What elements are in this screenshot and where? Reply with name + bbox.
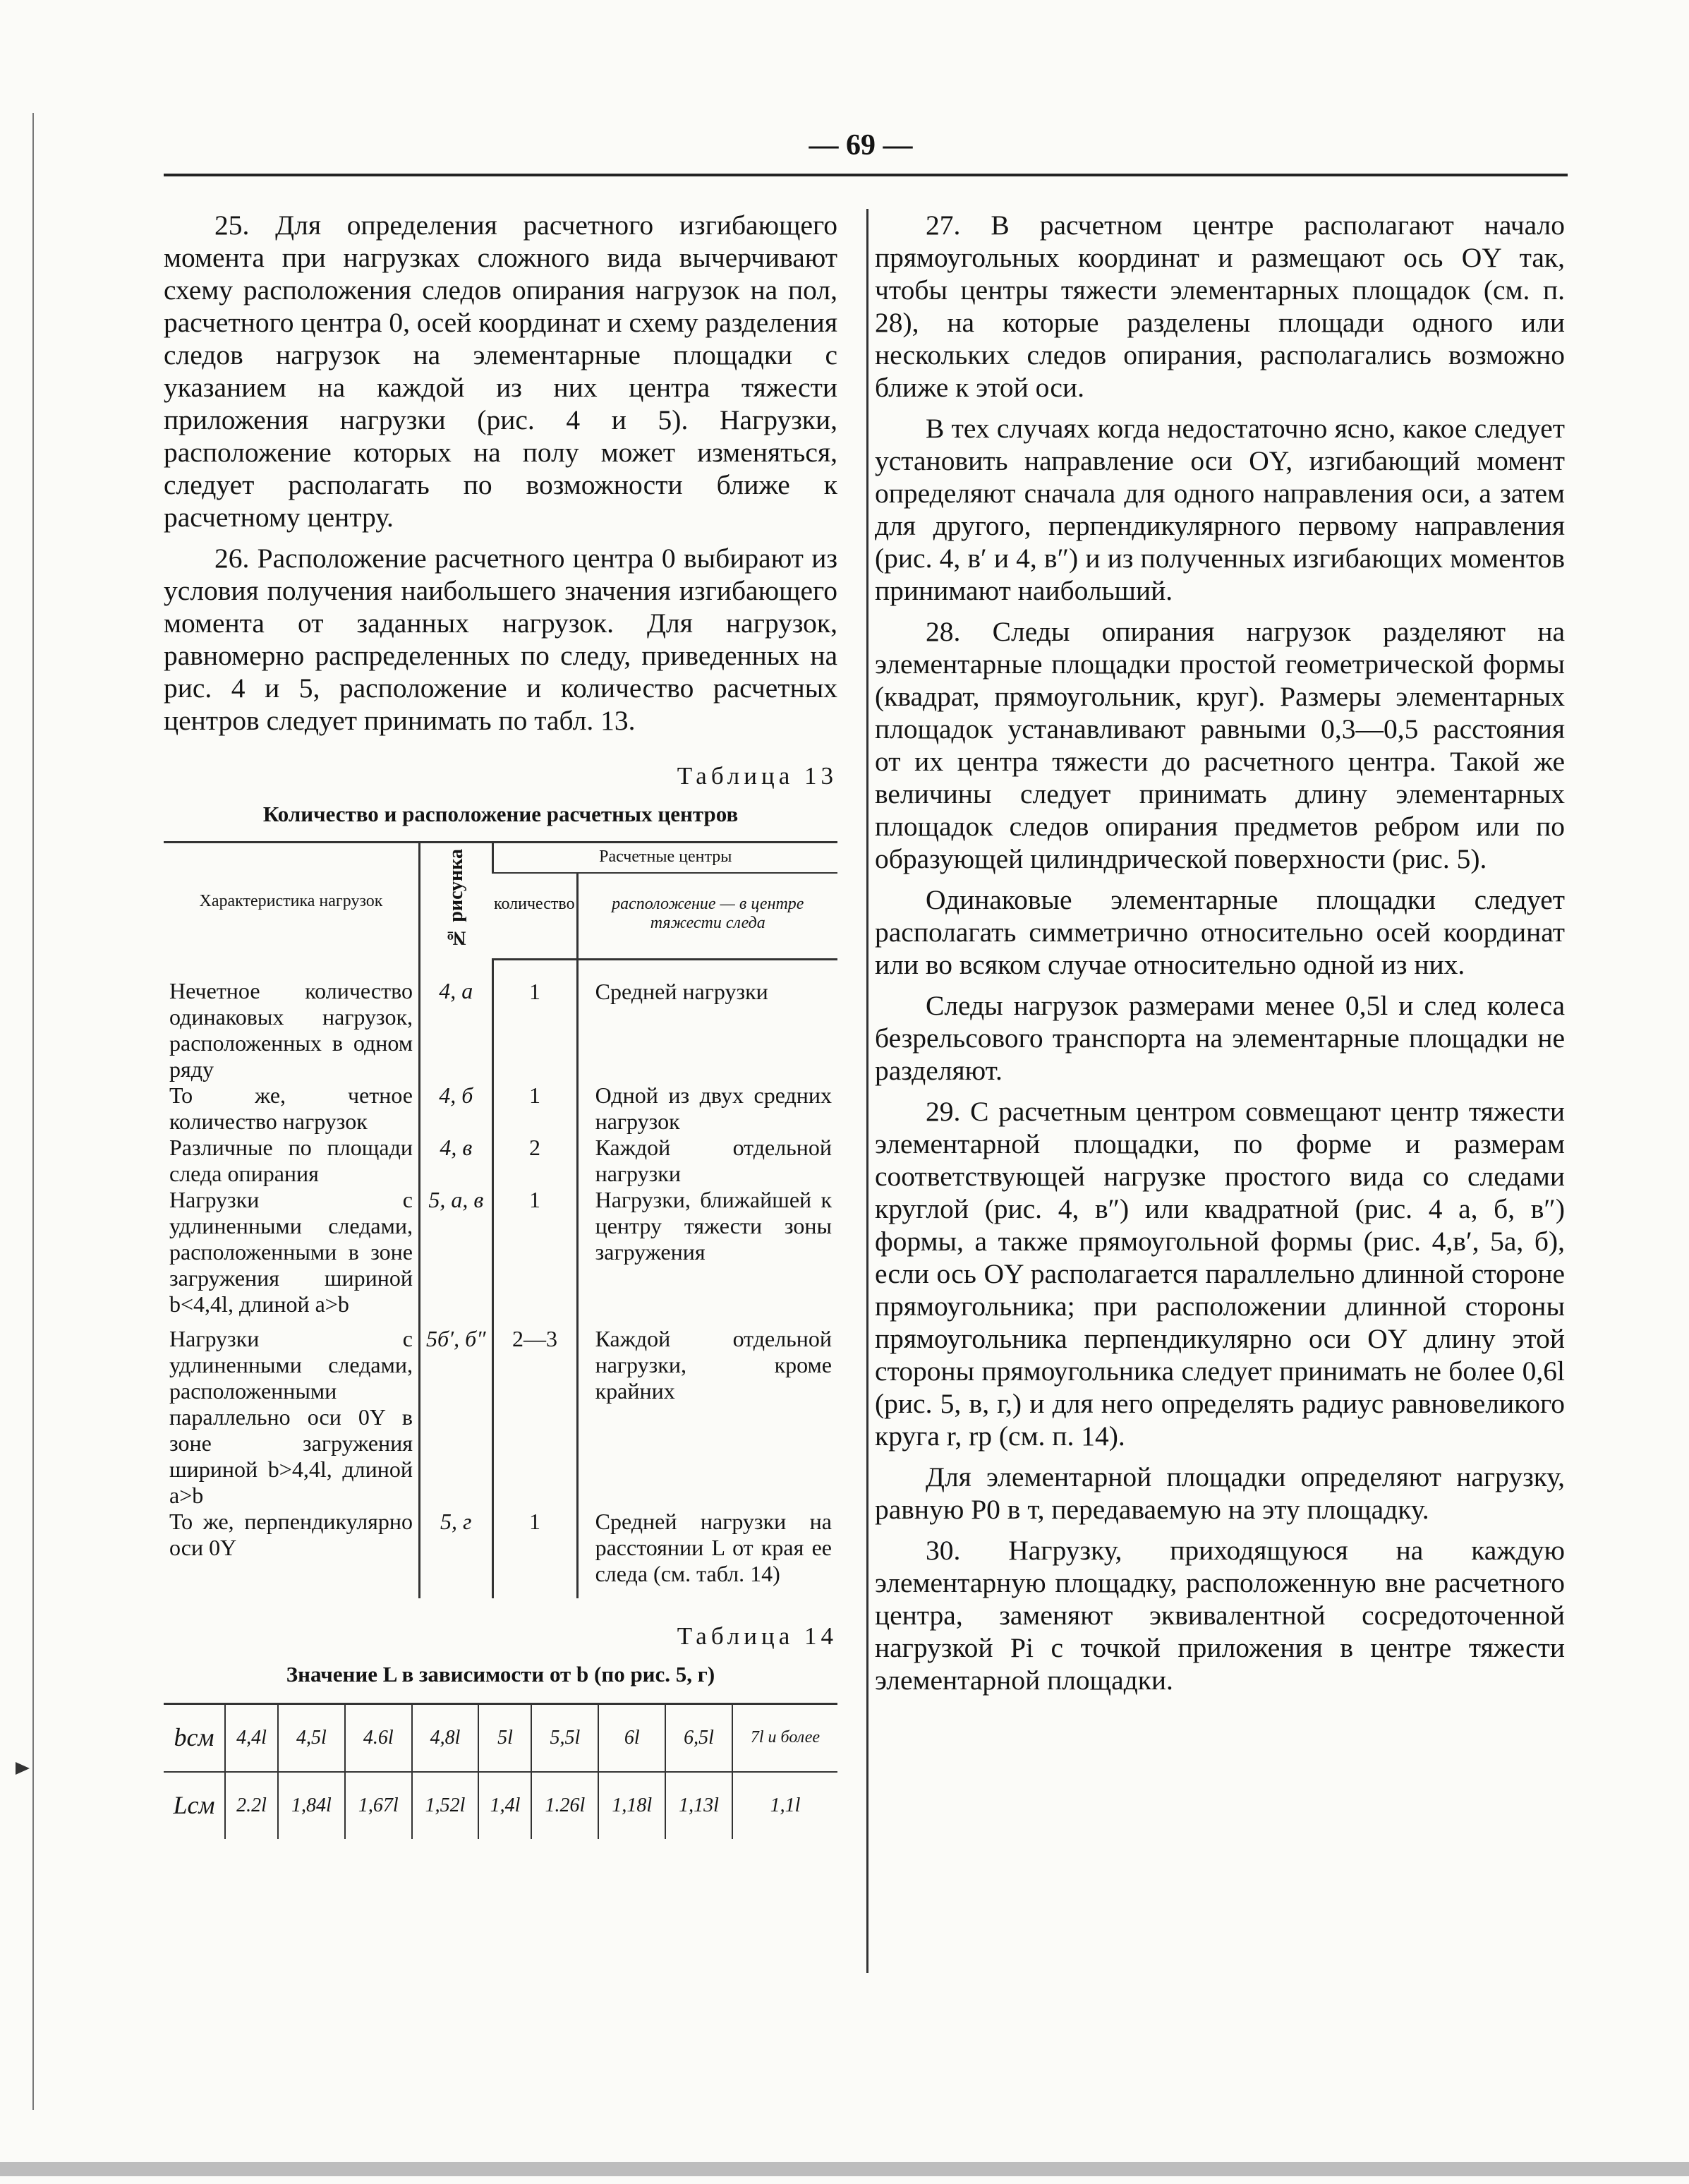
b-value: 5l <box>478 1703 531 1772</box>
paragraph-26: 26. Расположение расчетного центра 0 выбирают из условия получения наибольшего значения изгибающего момента от заданных нагрузок. Для нагрузок, равномерно распределенных по следу, приведенных на рис. 4 и 5, расположение и количество расчетных центров следует принимать по табл. 13. <box>164 543 837 736</box>
location-cell: Средней нагрузки на расстоянии L от края ее следа (см. табл. 14) <box>577 1509 837 1598</box>
header-figure-no-text: № рисунка <box>444 849 467 949</box>
count-cell: 1 <box>492 1187 577 1317</box>
b-value: 6,5l <box>665 1703 732 1772</box>
paragraph-28-small-traces: Следы нагрузок размерами менее 0,5l и след колеса безрельсового транспорта на элементарные площадки не разделяют. <box>875 990 1565 1086</box>
paragraph-28-symmetry: Одинаковые элементарные площадки следует располагать симметрично относительно осей координат или во всяком случае относительно одной из них. <box>875 884 1565 980</box>
header-centers-group: Расчетные центры <box>492 843 837 874</box>
l-label: Lсм <box>164 1772 225 1839</box>
b-label: bсм <box>164 1703 225 1772</box>
column-separator <box>866 209 868 1973</box>
table-row <box>164 1317 837 1509</box>
b-value: 4,8l <box>412 1703 479 1772</box>
paragraph-25: 25. Для определения расчетного изгибающего момента при нагрузках сложного вида вычерчивают схему расположения следов опирания нагрузок на пол, расчетного центра 0, осей координат и схему разделения следов нагрузок на элементарные площадки с указанием на каждой из них центра тяжести приложения нагрузки (рис. 4 и 5). Нагрузки, расположение которых на полу может изменяться, следует располагать по возможности ближе к расчетному центру. <box>164 210 837 533</box>
table-row <box>164 1135 837 1187</box>
table-row <box>164 1082 837 1135</box>
count-cell: 2 <box>492 1135 577 1187</box>
location-cell: Нагрузки, ближайшей к центру тяжести зоны загружения <box>577 1187 837 1317</box>
b-value: 4.6l <box>345 1703 412 1772</box>
paragraph-30: 30. Нагрузку, приходящуюся на каждую элементарную площадку, расположенную вне расчетного центра, заменяют эквивалентной сосредоточенной нагрузкой Pi с точкой приложения в центре тяжести элементарной площадки. <box>875 1535 1565 1696</box>
header-rule <box>164 174 1568 176</box>
paragraph-29-load: Для элементарной площадки определяют нагрузку, равную P0 в т, передаваемую на эту площадку. <box>875 1461 1565 1525</box>
characteristic-cell: Нагрузки с удлиненными следами, расположенными в зоне загружения шириной b<4,4l, длиной a>b <box>169 1186 413 1317</box>
l-value: 1,13l <box>665 1772 732 1839</box>
table-14 <box>164 1703 837 1839</box>
l-value: 1,67l <box>345 1772 412 1839</box>
characteristic-cell: То же, четное количество нагрузок <box>169 1082 413 1134</box>
location-cell: Одной из двух средних нагрузок <box>577 1082 837 1135</box>
characteristic-cell: Нагрузки с удлиненными следами, расположенными параллельно оси 0Y в зоне загружения шириной b>4,4l, длиной a>b <box>169 1325 413 1508</box>
table-13 <box>164 841 837 1598</box>
scan-bottom-edge <box>0 2162 1689 2176</box>
characteristic-cell: То же, перпендикулярно оси 0Y <box>169 1508 413 1560</box>
table-row <box>164 1509 837 1598</box>
table-14-caption: Таблица 14 <box>677 1622 837 1650</box>
characteristic-cell: Нечетное количество одинаковых нагрузок, расположенных в одном ряду <box>169 977 413 1082</box>
b-value: 6l <box>598 1703 665 1772</box>
figure-cell: 4, в <box>420 1135 493 1187</box>
table-13-caption: Таблица 13 <box>677 762 837 790</box>
l-value: 1.26l <box>531 1772 598 1839</box>
characteristic-cell: Различные по площади следа опирания <box>169 1134 413 1186</box>
l-value: 2.2l <box>225 1772 278 1839</box>
header-count: количество <box>492 873 577 959</box>
table-14-row-l <box>164 1772 837 1839</box>
figure-cell: 5, а, в <box>420 1187 493 1317</box>
figure-cell: 5б′, б″ <box>420 1317 493 1509</box>
b-value: 4,4l <box>225 1703 278 1772</box>
margin-pointer-mark <box>16 1762 30 1775</box>
location-cell: Каждой отдельной нагрузки, кроме крайних <box>577 1317 837 1509</box>
location-cell: Каждой отдельной нагрузки <box>577 1135 837 1187</box>
left-column <box>164 209 837 1839</box>
count-cell: 1 <box>492 1509 577 1598</box>
location-cell: Средней нагрузки <box>577 960 837 1082</box>
binding-edge-line <box>32 113 34 2110</box>
header-figure-no <box>420 843 493 960</box>
table-row <box>164 960 837 1082</box>
count-cell: 2—3 <box>492 1317 577 1509</box>
l-value: 1,4l <box>478 1772 531 1839</box>
table-13-title: Количество и расположение расчетных центров <box>262 802 739 826</box>
l-value: 1,84l <box>278 1772 345 1839</box>
l-value: 1,18l <box>598 1772 665 1839</box>
table-row <box>164 1187 837 1317</box>
table-14-row-b <box>164 1703 837 1772</box>
page-number: — 69 — <box>809 129 913 162</box>
paragraph-27-continued: В тех случаях когда недостаточно ясно, какое следует установить направление оси OY, изгибающий момент определяют сначала для одного направления оси, а затем для другого, перпендикулярного первому направления (рис. 4, в′ и 4, в″) и из полученных изгибающих моментов принимают наибольший. <box>875 413 1565 606</box>
l-value: 1,1l <box>732 1772 837 1839</box>
b-value: 5,5l <box>531 1703 598 1772</box>
table-14-title: Значение L в зависимости от b (по рис. 5, г) <box>286 1661 715 1687</box>
header-characteristic: Характеристика нагрузок <box>164 843 420 960</box>
paragraph-28: 28. Следы опирания нагрузок разделяют на элементарные площадки простой геометрической формы (квадрат, прямоугольник, круг). Размеры элементарных площадок устанавливают равными 0,3—0,5 расстояния от их центра тяжести до расчетного центра. Такой же величины следует принимать длину элементарных площадок следов опирания предметов ребром или по образующей цилиндрической поверхности (рис. 5). <box>875 616 1565 874</box>
l-value: 1,52l <box>412 1772 479 1839</box>
b-value: 7l и более <box>732 1703 837 1772</box>
count-cell: 1 <box>492 1082 577 1135</box>
paragraph-29: 29. С расчетным центром совмещают центр тяжести элементарной площадки, по форме и размерам соответствующей нагрузке простого вида со следами круглой (рис. 4, в″) или квадратной (рис. 4 а, б, в″) формы, а также прямоугольной формы (рис. 4,в′, 5а, б), если ось OY располагается параллельно длинной стороне прямоугольника; при расположении длинной стороны прямоугольника перпендикулярно оси OY длину этой стороны прямоугольника следует принимать не более 0,6l (рис. 5, в, г,) и для него определять радиус равновеликого круга r, rр (см. п. 14). <box>875 1096 1565 1452</box>
paragraph-27: 27. В расчетном центре располагают начало прямоугольных координат и размещают ось OY так, чтобы центры тяжести элементарных площадок (см. п. 28), на которые разделены площади одного или нескольких следов опирания, располагались возможно ближе к этой оси. <box>875 210 1565 403</box>
right-column <box>875 209 1565 1696</box>
count-cell: 1 <box>492 960 577 1082</box>
b-value: 4,5l <box>278 1703 345 1772</box>
header-location: расположение — в центре тяжести следа <box>577 873 837 959</box>
figure-cell: 5, г <box>420 1509 493 1598</box>
figure-cell: 4, б <box>420 1082 493 1135</box>
figure-cell: 4, а <box>420 960 493 1082</box>
